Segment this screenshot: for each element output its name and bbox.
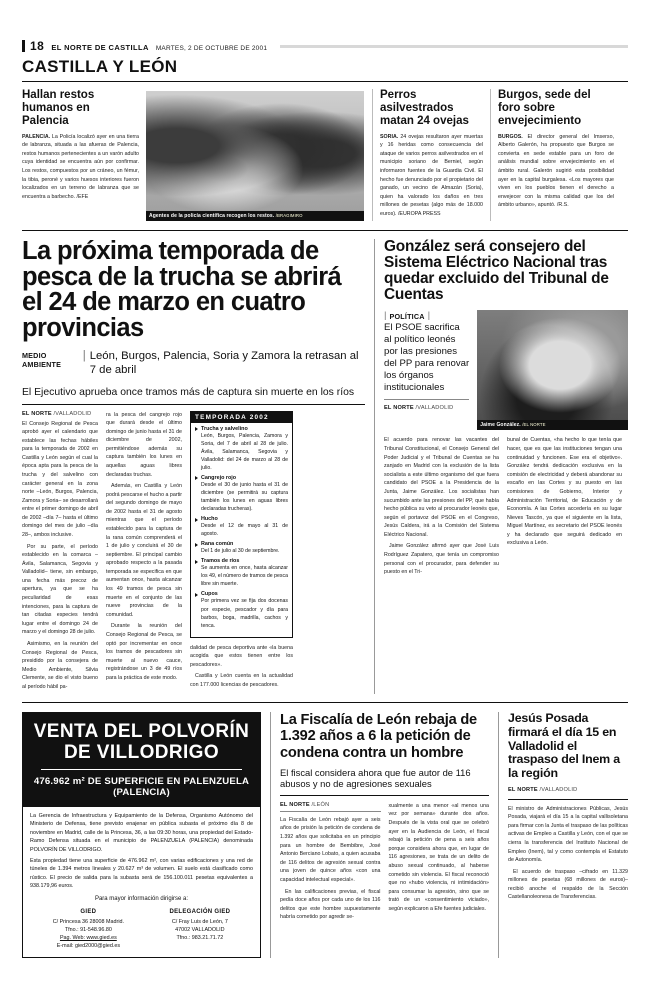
- ad-divider: [41, 769, 242, 770]
- advertisement-block: [22, 712, 270, 958]
- paragraph: Durante la reunión del Consejo Regional de Pesca, se optó por incrementar en once los tramos de pescadores sin muerte al nuevo cauce, registrándose un 3 de 49 ríos para la práctica de este modo.: [106, 623, 182, 681]
- article-pesca: [22, 239, 374, 694]
- article-deck: El PSOE sacrifica al político leonés por las presiones del PP para renovar los órganos institucionales: [384, 322, 470, 394]
- dateline: PALENCIA.: [22, 133, 51, 140]
- top-briefs-strip: [22, 89, 628, 221]
- ad-contact-line: C/ Princesa 36 28008 Madrid.: [52, 918, 125, 925]
- paragraph: El acuerdo de traspaso –cifrado en 11.329 millones de pesetas (68 millones de euros)– recibió anoche el respaldo de la Sección Castellanoleonesa de Transferencias.: [508, 868, 628, 901]
- infobox-definition: Del 1 de julio al 30 de septiembre.: [201, 548, 280, 555]
- ad-email-text: E-mail: gied2000@gied.es: [56, 943, 121, 950]
- article-deck-block: [384, 310, 469, 430]
- ad-contact-line: C/ Fray Luis de León, 7: [171, 918, 228, 925]
- ad-title: VENTA DEL POLVORÍN DE VILLODRIGO: [33, 721, 250, 763]
- main-articles-zone: [22, 230, 628, 694]
- brief-body: [498, 133, 614, 210]
- article-headline: La Fiscalía de León rebaja de 1.392 años a 6 la petición de condena contra un hombre: [280, 712, 477, 761]
- byline: [508, 787, 628, 793]
- article-gonzalez: [374, 239, 628, 694]
- police-scene-photo: [146, 91, 364, 221]
- paragraph: bunal de Cuentas, «ha hecho lo que tenía que hacer, que es que las instituciones tengan una continuidad y funcionen. Ese era el objetivo». González tendrá dedicación exclusiva en la comisión de electricidad y deberá abandonar su escaño en las Cortes y su puesto en las comisiones de Gobierno, Interior y Administración Territorial, de Educación y de Economía. A las Cortes accedería en su lugar Nieves Tascón, ya que el siguiente en la lista, Miguel Martínez, es secretario del PSOE leonés y ha declarado que seguirá dedicado en exclusiva a León.: [507, 437, 622, 547]
- deck-and-photo: [384, 310, 628, 430]
- brief-text: El director general del Imserso, Alberto Galerón, ha propuesto que Burgos se convierta en sede estable para un foro de análisis mundial sobre envejecimiento en el ámbito rural. Galerón sugirió esta posibilidad ayer en la capital burgalesa. «Los mayores que viven en los pueblos tienen el derecho a envejecer con la misma calidad que los del ámbito urbano», apuntó. /R.S.: [498, 133, 614, 209]
- body-text: [507, 436, 622, 548]
- issue-date: MARTES, 2 DE OCTUBRE DE 2001: [155, 45, 268, 52]
- infobox-tail-text: [190, 644, 293, 690]
- photo-caption: [477, 420, 628, 430]
- infobox-definition: Por primera vez se fija dos docenas por especie, pescador y día para barbos, boga, madrilla, cachos y tenca.: [201, 598, 288, 629]
- dateline: BURGOS.: [498, 133, 523, 140]
- article-fiscalia: [270, 712, 498, 958]
- kicker-separator: |: [82, 350, 86, 363]
- ad-contact-line: Tfno.: 983.21.71.72: [176, 934, 224, 941]
- brief-headline: Hallan restos humanos en Palencia: [22, 89, 95, 127]
- paper-name: EL NORTE DE CASTILLA: [51, 43, 149, 52]
- kicker-politica: POLÍTICA: [389, 312, 425, 322]
- byline: [384, 405, 469, 412]
- kicker-separator-left: |: [384, 310, 387, 322]
- brief-text: 24 ovejas resultaron ayer muertas y 16 heridas como consecuencia del ataque de varios perros asilvestrados en el municipio soriano de Berniel, según informaron fuentes de la Guardia Civil. El hecho fue denunciado por el propietario del ganado, un vecino de Almazán (Soria), quien ha valorado los daños en tres millones de pesetas (algo más de 18.000 euros). /EUROPA PRESS: [380, 133, 483, 217]
- brief-burgos: [490, 89, 614, 221]
- byline-city: /VALLADOLID: [539, 786, 578, 793]
- bottom-zone: [22, 702, 628, 958]
- ad-contact-line: 47002 VALLADOLID: [175, 926, 225, 933]
- brief-text: La Policía localizó ayer en una tierra de labranza, situada a las afueras de Palencia, restos humanos pertenecientes a un varón adulto cuya identidad se encuentra aún por confirmar. Los restos, compuestos por un cráneo, un fémur, la tibia, peroné y varios huesos interiores fueron localizados en un terreno de labranza que se encuentra a barbecho. /EFE: [22, 133, 139, 200]
- byline-rule: [508, 799, 628, 800]
- article-headline: Jesús Posada firmará el día 15 en Valladolid el traspaso del Inem a la región: [508, 711, 620, 780]
- article-body-columns: [22, 411, 365, 695]
- paragraph: Por su parte, el período establecido en la comarca –Ávila, Salamanca, Segovia y Valladolid– tiene, sin embargo, una fecha más precoz de apertura, ya que se ha peculiaridad de esas intenciones, para la captura de tan citadas especies tendrá lugar entre el domingo 24 de marzo y el domingo 28 de julio.: [22, 543, 98, 636]
- ad-body: [23, 807, 260, 957]
- photo-credit: /BRAGIMIRO: [275, 213, 303, 218]
- infobox-item: [195, 426, 288, 472]
- ad-contacts: [30, 908, 253, 950]
- ad-web-text: Pag. Web: www.gied.es: [59, 934, 117, 941]
- infobox-items: [191, 423, 292, 637]
- article-deck: El Ejecutivo aprueba once tramos más de captura sin muerte en los ríos: [22, 386, 365, 405]
- paragraph: Además, en Castilla y León podrá pescarse el hucho a partir del segundo domingo de mayo de 2002 hasta el 31 de agosto mientras que el período establecido para la captura de la rana común comprenderá el 1 de julio y concluirá el 30 de septiembre. El principal cambio aprobado respecto a la pasada temporada se especifica en que aumentan once, hasta alcanzar los 49 tramos de pesca sin muerte en el conjunto de las nueve provincias de la comunidad.: [106, 483, 182, 618]
- brief-soria: [372, 89, 490, 221]
- body-text: [389, 802, 490, 914]
- brief-headline: Perros asilvestrados matan 24 ovejas: [380, 89, 469, 127]
- section-rule: [22, 81, 628, 82]
- body-column-1: [280, 802, 381, 925]
- infobox-column: [190, 411, 293, 695]
- byline-city: /VALLADOLID: [53, 410, 92, 417]
- article-kicker-line: [22, 350, 365, 377]
- paragraph: dalidad de pesca deportiva ante «la buena acogida que estos tienen entre los pescadores».: [190, 644, 293, 668]
- infobox-term-text: Cangrejo rojo: [201, 474, 237, 481]
- paragraph: Asimismo, en la reunión del Consejo Regional de Pesca, presidido por la consejera de Medio Ambiente, Silvia Clemente, se dio el visto bueno al período hábil pa-: [22, 640, 98, 690]
- ad-banner: [23, 713, 260, 807]
- brief-body: [380, 133, 483, 219]
- infobox-term-text: Trucha y salvelino: [201, 425, 248, 432]
- body-text: [106, 411, 182, 683]
- paragraph: En las calificaciones previas, el fiscal pedía doce años por cada uno de los 116 delitos que este hombre supuestamente habría cometido por agredir se-: [280, 888, 381, 921]
- article-subheadline: León, Burgos, Palencia, Soria y Zamora la retrasan al 7 de abril: [89, 350, 359, 376]
- article-posada: [498, 712, 628, 958]
- byline: [280, 802, 381, 808]
- paragraph: El acuerdo para renovar las vacantes del Tribunal Constitucional, el Consejo General del Poder Judicial y el Tribunal de Cuentas se ha zanjado en Madrid con la exclusión de la lista socialista a este último organismo del que fuera candidato del PSOE a la Presidencia de la Junta, Jaime González. Los socialistas han sucumbido ante las presiones del PP, que había hecho pública su veto al procurador leonés que, según el portavoz del PSOE en el Congreso, Jesús Caldera, irá a la Comisión del Sistema Eléctrico Nacional.: [384, 437, 499, 538]
- body-text: [22, 420, 98, 692]
- byline-source: EL NORTE: [384, 405, 414, 412]
- ad-contact-valladolid: [169, 908, 230, 950]
- byline-source: EL NORTE: [22, 410, 52, 417]
- infobox-definition: Se aumenta en once, hasta alcanzar los 49, el número de tramos de pesca libre sin muerte.: [201, 565, 288, 588]
- infobox-definition: León, Burgos, Palencia, Zamora y Soria, del 7 de abril al 28 de julio. Ávila, Salamanca, Segovia y Valladolid: del 24 de marzo al 28 de julio.: [201, 432, 288, 471]
- byline-city: /LEÓN: [311, 801, 330, 808]
- top-photo-block: [146, 89, 372, 221]
- byline-source: EL NORTE: [280, 801, 310, 808]
- infobox-term-text: Hucho: [201, 516, 218, 523]
- infobox-term-text: Tramos de ríos: [201, 558, 240, 565]
- kicker-separator-right: |: [427, 310, 431, 322]
- infobox-definition: Desde el 30 de junio hasta el 31 de diciembre (se permitirá su captura también los lunes en aguas libres declaradas trucheras).: [201, 481, 288, 512]
- jaime-gonzalez-photo: [477, 310, 628, 430]
- paragraph: Jaime González afirmó ayer que José Luis Rodríguez Zapatero, que tenía un compromiso personal con el procurador, para defender su puesto en el Tri-: [384, 543, 499, 576]
- brief-headline: Burgos, sede del foro sobre envejecimiento: [498, 89, 591, 127]
- ad-subtitle: 476.962 m² DE SUPERFICIE EN PALENZUELA (PALENCIA): [33, 775, 250, 799]
- article-headline: González será consejero del Sistema Eléctrico Nacional tras quedar excluido del Tribunal de Cuentas: [384, 238, 609, 304]
- infobox-title: TEMPORADA 2002: [191, 412, 292, 423]
- ad-contact-line: Tfno.: 91-548.96.80: [64, 926, 112, 933]
- kicker-medio-ambiente: MEDIO AMBIENTE: [22, 350, 79, 369]
- body-column-2: [507, 436, 622, 579]
- infobox-item: [195, 591, 288, 629]
- paragraph: ra la pesca del cangrejo rojo que durará desde el último domingo de junio hasta el 31 de diciembre de 2002, permitiéndose además su captura también los lunes en aquellas aguas libres declaradas truchas.: [106, 411, 182, 478]
- ad-contact-email[interactable]: [53, 942, 124, 950]
- ad-org-name: GIED: [80, 908, 97, 915]
- photo-credit: /EL NORTE: [522, 422, 546, 428]
- body-text: [384, 436, 499, 576]
- byline-city: /VALLADOLID: [415, 405, 454, 412]
- ad-org-name: DELEGACIÓN GIED: [169, 908, 231, 915]
- infobox-term-text: Cupos: [201, 591, 218, 598]
- infobox-item: [195, 558, 288, 588]
- byline-source: EL NORTE: [508, 786, 538, 793]
- infobox-item: [195, 541, 288, 555]
- infobox-term-text: Rana común: [201, 541, 234, 548]
- ad-contact-lead: Para mayor información dirigirse a:: [94, 896, 189, 903]
- article-deck: El fiscal considera ahora que fue autor de 116 abusos y no de agresiones sexuales: [280, 767, 489, 796]
- deck-rule: [384, 399, 469, 400]
- body-column-1: [22, 411, 98, 695]
- body-column-2: [106, 411, 182, 695]
- dateline: SORIA.: [380, 133, 399, 140]
- masthead: [22, 0, 628, 52]
- brief-body: [22, 133, 139, 202]
- infobox-definition: Desde el 12 de mayo al 31 de agosto.: [201, 523, 288, 538]
- infobox-item: [195, 516, 288, 538]
- section-title: CASTILLA Y LEÓN: [22, 57, 178, 76]
- ad-contact-madrid: [53, 908, 124, 950]
- photo-caption-text: Agentes de la policía científica recogen los restos.: [149, 213, 275, 219]
- brief-palencia: [22, 89, 146, 221]
- page-folio: 18: [22, 40, 44, 52]
- ad-paragraph: Esta propiedad tiene una superficie de 476.962 m², con varias edificaciones y una red de túneles de 1.394 metros lineales y 20.627 m³ de volumen. El suelo está clasificado como rústico. El precio de salida para la subasta será de 156.100.011 pesetas equivalentes a 938.179,96 euros.: [30, 857, 253, 890]
- paragraph: El Consejo Regional de Pesca aprobó ayer el calendario que establece las fechas hábiles para la temporada de 2002 en Castilla y León según el cual la época apta para la pesca de la trucha y del salvelino con carácter general en la zona norte –León, Burgos, Palencia, Zamora y Soria– se desarrollará entre el primer domingo de abril de 2002 –día 7– hasta el último domingo del mes de julio –día 28–, ambos inclusive.: [22, 420, 98, 539]
- paragraph: La Fiscalía de León rebajó ayer a seis años de prisión la petición de condena de 1.392 años que solicitaba en un principio para un hombre de Bembibre, José Antonio Berciano Lobato, a quien acusaba de 116 delitos de agresión sexual contra una joven de quince años «con una capacidad intelectual especial».: [280, 816, 381, 883]
- photo-caption-text: Jaime González.: [480, 422, 521, 429]
- ad-contact-web[interactable]: [53, 934, 124, 942]
- body-text: [508, 805, 628, 902]
- article-body-columns: [280, 802, 489, 925]
- gied-advertisement[interactable]: [22, 712, 261, 958]
- article-headline: La próxima temporada de pesca de la trucha se abrirá el 24 de marzo en cuatro provincias: [22, 237, 342, 342]
- temporada-infobox: [190, 411, 293, 638]
- paragraph: xualmente a una menor «al menos una vez por semana» durante dos años. Después de la vista oral que se celebró ayer en la Audiencia de León, el fiscal rebajó la petición de pena a seis años porque considera ahora que, en lugar de 116 agresiones, se trata de un delito de abuso sexual continuado, al haberse cometido sin violencia. El fiscal reconoció que no «hubo violencia, ni intimidación» para consumar la agresión, sino que se trató de un «consentimiento viciado», según explicaron a Efe fuentes judiciales.: [388, 802, 489, 912]
- infobox-item: [195, 475, 288, 513]
- body-text: [280, 816, 381, 922]
- byline: [22, 411, 98, 417]
- body-column-1: [384, 436, 499, 579]
- photo-caption: [146, 211, 364, 221]
- masthead-rule: [280, 45, 628, 48]
- ad-paragraph: La Gerencia de Infraestructura y Equipamiento de la Defensa, Organismo Autónomo del Ministerio de Defensa, tiene previsto enajenar en pública subasta el próximo día 8 de noviembre en Madrid, calle de la Princesa, 36, a las 09:30 horas, una propiedad del Estado-Ramo Defensa situada en el municipio de PALENZUELA (PALENCIA) denominada POLVORÍN DE VILLODRIGO.: [30, 813, 253, 853]
- article-body-columns: [384, 436, 628, 579]
- byline-rule: [280, 811, 381, 812]
- body-column-2: [389, 802, 490, 925]
- paragraph: Castilla y León cuenta en la actualidad con 177.000 licencias de pescadores.: [190, 673, 293, 688]
- paragraph: El ministro de Administraciones Públicas, Jesús Posada, viajará el día 15 a la capital vallisoletana para firmar con la Junta el traspaso de las políticas activas de Empleo a Castilla y León, con el que se cierra la transferencia del Instituto Nacional de Empleo (Inem), tal y como contempla el Estatuto de Autonomía.: [508, 805, 628, 864]
